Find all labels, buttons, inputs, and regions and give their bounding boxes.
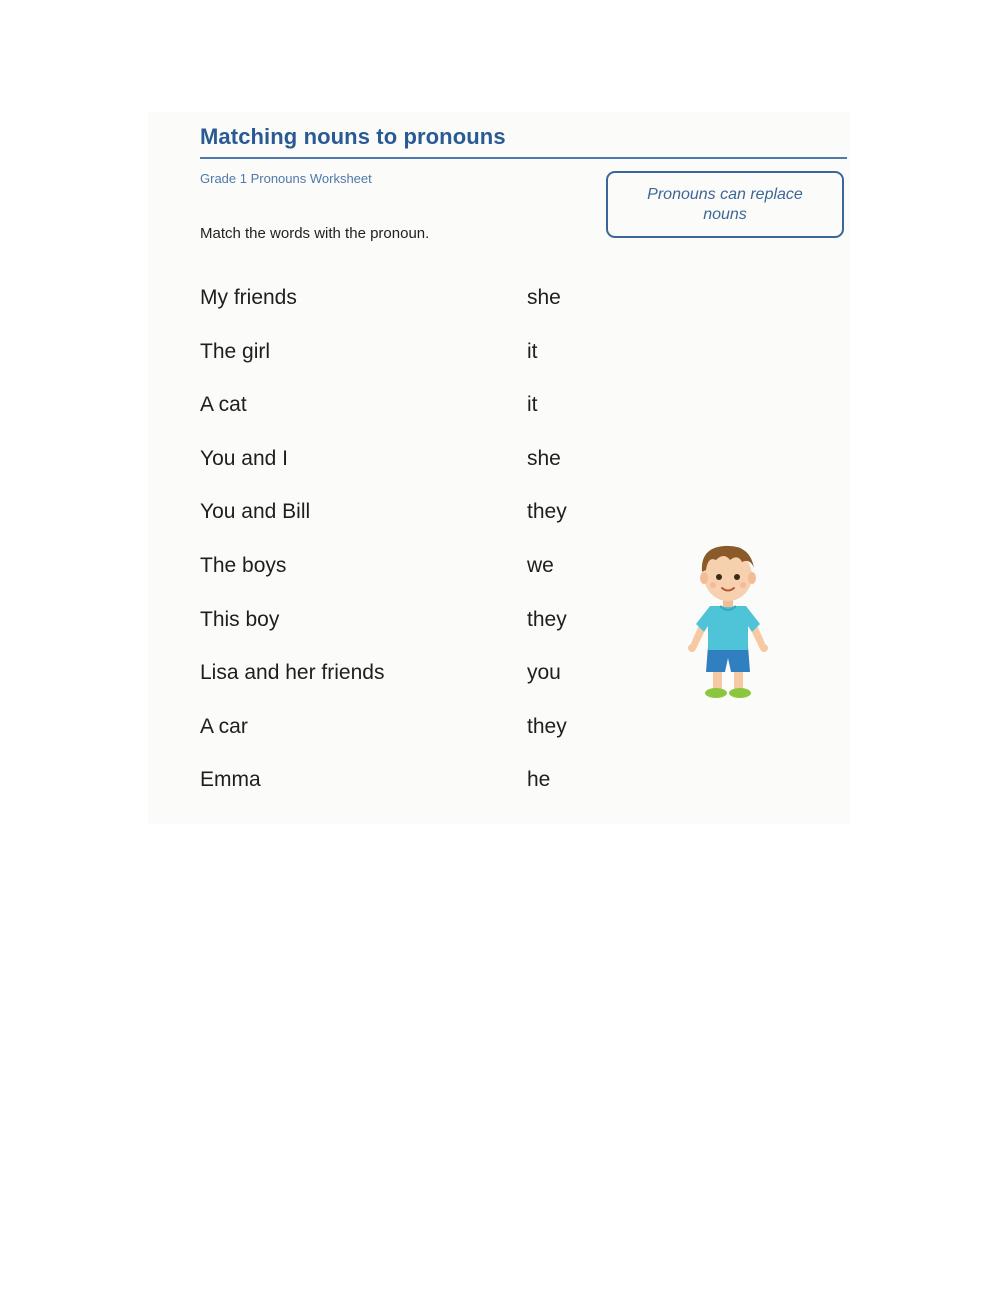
boy-illustration xyxy=(684,540,772,702)
match-row xyxy=(200,604,620,658)
noun-label[interactable]: Emma xyxy=(200,768,261,792)
noun-label[interactable]: A cat xyxy=(200,393,247,417)
match-row xyxy=(200,496,620,550)
noun-label[interactable]: You and I xyxy=(200,446,288,470)
title-divider xyxy=(200,157,847,159)
pronoun-label[interactable]: it xyxy=(527,339,538,363)
pronoun-label[interactable]: they xyxy=(527,500,567,524)
noun-label[interactable]: The boys xyxy=(200,553,287,577)
match-row xyxy=(200,336,620,390)
match-row xyxy=(200,443,620,497)
pronoun-label[interactable]: we xyxy=(527,553,554,577)
noun-label[interactable]: Lisa and her friends xyxy=(200,661,385,685)
pronoun-label[interactable]: she xyxy=(527,286,561,309)
note-text: Pronouns can replace nouns xyxy=(647,185,803,223)
match-row xyxy=(200,657,620,711)
worksheet-title: Matching nouns to pronouns xyxy=(200,124,506,149)
pronoun-label[interactable]: they xyxy=(527,607,567,631)
match-row xyxy=(200,282,620,336)
noun-label[interactable]: My friends xyxy=(200,286,297,309)
instructions: Match the words with the pronoun. xyxy=(200,225,430,242)
worksheet-subtitle: Grade 1 Pronouns Worksheet xyxy=(200,171,372,186)
match-row xyxy=(200,711,620,765)
match-row xyxy=(200,764,620,818)
match-row xyxy=(200,389,620,443)
pronoun-label[interactable]: he xyxy=(527,768,551,792)
pronoun-label[interactable]: they xyxy=(527,714,567,738)
noun-label[interactable]: A car xyxy=(200,714,248,738)
pronoun-label[interactable]: she xyxy=(527,446,561,470)
noun-label[interactable]: You and Bill xyxy=(200,500,311,524)
matching-list xyxy=(200,282,620,818)
match-row xyxy=(200,550,620,604)
noun-label[interactable]: The girl xyxy=(200,339,271,363)
noun-label[interactable]: This boy xyxy=(200,607,280,631)
note-box xyxy=(606,171,844,238)
pronoun-label[interactable]: it xyxy=(527,393,538,417)
pronoun-label[interactable]: you xyxy=(527,661,561,685)
